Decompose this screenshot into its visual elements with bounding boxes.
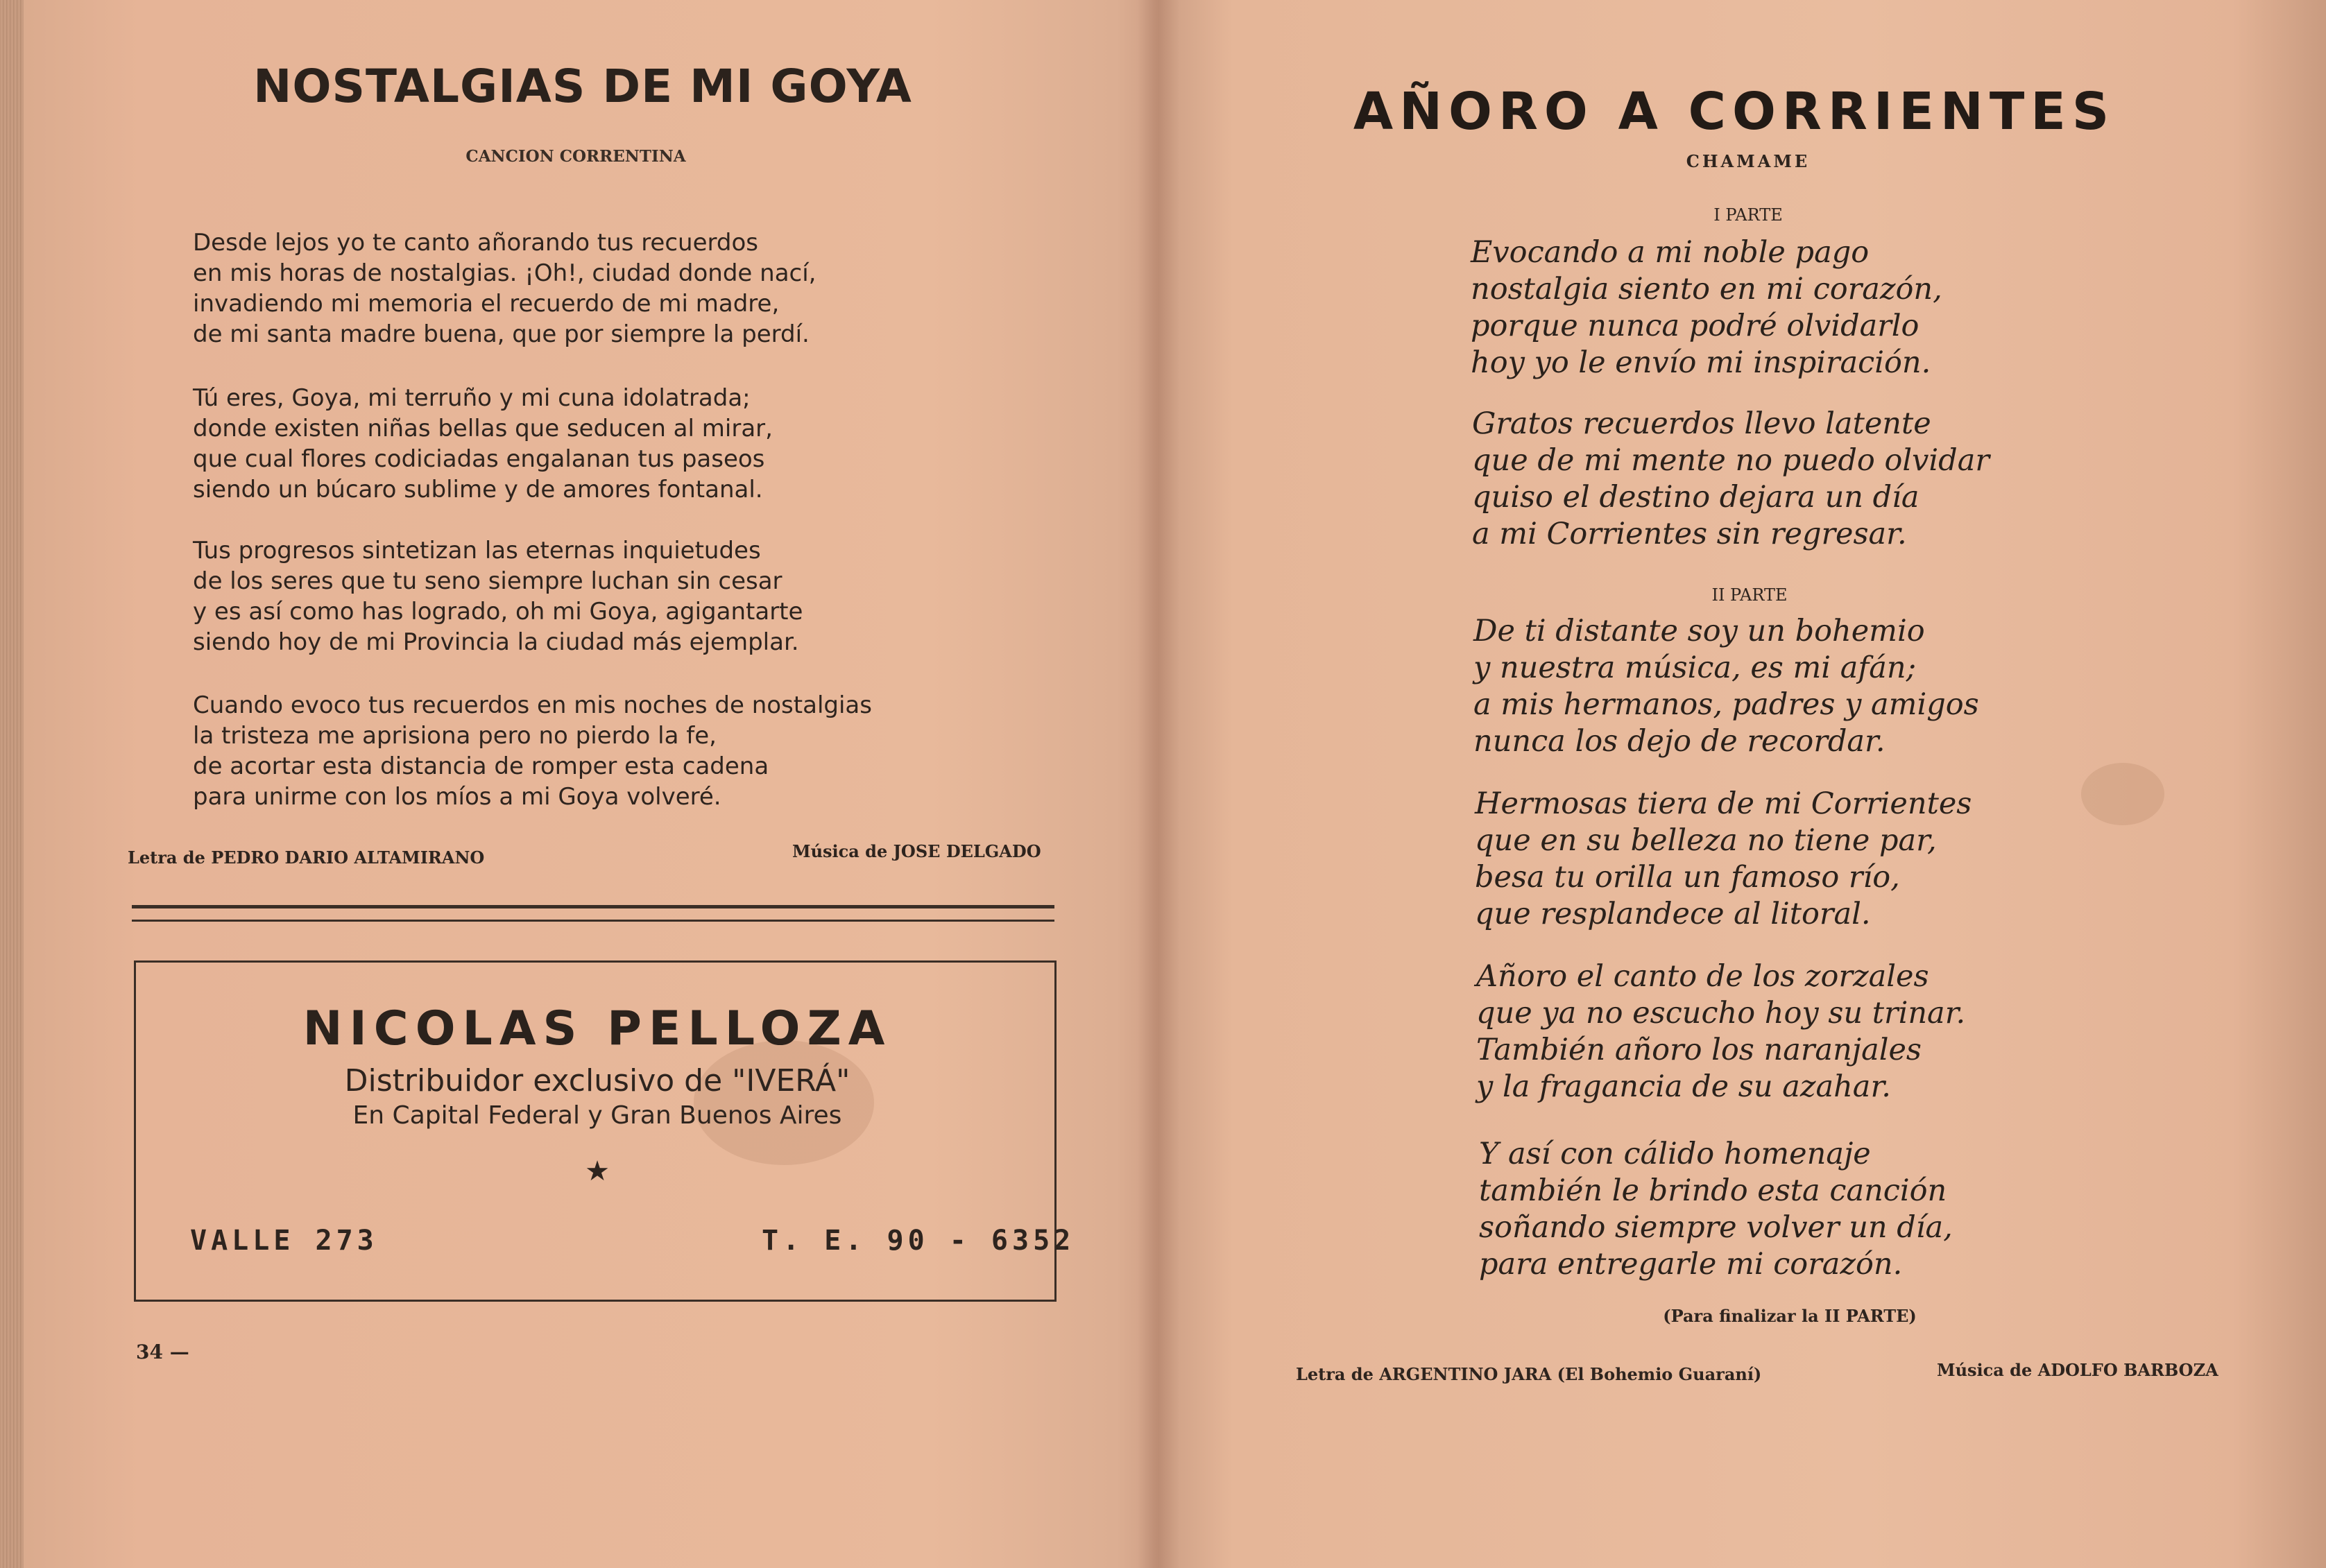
verse-line: soñando siempre volver un día,: [1479, 1210, 1953, 1245]
right-song-subtitle: CHAMAME: [1686, 151, 1811, 171]
verse-line: para unirme con los míos a mi Goya volveré.: [193, 783, 721, 811]
verse-line: que en su belleza no tiene par,: [1475, 823, 1937, 858]
verse-line: porque nunca podré olvidarlo: [1471, 309, 1919, 343]
right-song-title: AÑORO A CORRIENTES: [1353, 82, 2116, 141]
verse-line: De ti distante soy un bohemio: [1473, 614, 1925, 648]
ad-business-name: NICOLAS PELLOZA: [302, 1001, 892, 1056]
verse-line: Añoro el canto de los zorzales: [1476, 959, 1929, 994]
divider-rule: [132, 920, 1054, 922]
right-stanza-2: [1472, 406, 2096, 553]
left-music-credit: Música de JOSE DELGADO: [792, 841, 1041, 861]
advertisement-box: [134, 960, 1075, 1302]
right-lyrics-credit: Letra de ARGENTINO JARA (El Bohemio Guaraní): [1296, 1364, 1762, 1384]
verse-line: quiso el destino dejara un día: [1472, 480, 1919, 515]
verse-line: y la fragancia de su azahar.: [1476, 1069, 1891, 1104]
verse-line: a mis hermanos, padres y amigos: [1473, 687, 1979, 722]
verse-line: nostalgia siento en mi corazón,: [1471, 272, 1942, 307]
right-music-credit: Música de ADOLFO BARBOZA: [1937, 1360, 2218, 1380]
left-song-title: NOSTALGIAS DE MI GOYA: [253, 60, 912, 113]
verse-line: para entregarle mi corazón.: [1479, 1247, 1903, 1282]
verse-line: de los seres que tu seno siempre luchan sin cesar: [193, 567, 783, 595]
ad-address: VALLE 273: [190, 1225, 378, 1257]
verse-line: y es así como has logrado, oh mi Goya, agigantarte: [193, 598, 803, 626]
verse-line: Evocando a mi noble pago: [1471, 235, 1870, 270]
verse-line: invadiendo mi memoria el recuerdo de mi madre,: [193, 290, 780, 318]
verse-line: donde existen niñas bellas que seducen al mirar,: [193, 415, 773, 442]
verse-line: Desde lejos yo te canto añorando tus recuerdos: [193, 229, 758, 257]
left-song-subtitle: CANCION CORRENTINA: [465, 147, 686, 166]
verse-line: y nuestra música, es mi afán;: [1473, 651, 1917, 685]
part-label: I PARTE: [1713, 205, 1783, 225]
verse-line: de mi santa madre buena, que por siempre la perdí.: [193, 320, 810, 348]
verse-line: que ya no escucho hoy su trinar.: [1476, 996, 1966, 1031]
verse-line: en mis horas de nostalgias. ¡Oh!, ciudad donde nací,: [193, 259, 816, 287]
divider-rule: [132, 905, 1054, 908]
right-stanza-6: [1479, 1136, 2103, 1283]
page-number: 34 —: [136, 1341, 189, 1363]
verse-line: Cuando evoco tus recuerdos en mis noches de nostalgias: [193, 691, 872, 719]
verse-line: besa tu orilla un famoso río,: [1475, 860, 1900, 895]
verse-line: siendo hoy de mi Provincia la ciudad más ejemplar.: [193, 628, 799, 656]
left-stanza-3: [193, 535, 1025, 657]
verse-line: siendo un búcaro sublime y de amores fontanal.: [193, 476, 763, 503]
left-stanza-4: [193, 690, 1025, 812]
verse-line: también le brindo esta canción: [1479, 1173, 1947, 1208]
verse-line: Y así con cálido homenaje: [1479, 1137, 1871, 1171]
right-stanza-3: [1473, 613, 2098, 760]
verse-line: que de mi mente no puedo olvidar: [1472, 443, 1990, 478]
left-stanza-2: [193, 383, 1025, 505]
star-icon: ★: [585, 1155, 610, 1187]
verse-line: que cual flores codiciadas engalanan tus paseos: [193, 445, 765, 473]
ad-coverage: En Capital Federal y Gran Buenos Aires: [352, 1101, 842, 1130]
verse-line: a mi Corrientes sin regresar.: [1472, 517, 1907, 551]
verse-line: de acortar esta distancia de romper esta cadena: [193, 752, 769, 780]
verse-line: Tú eres, Goya, mi terruño y mi cuna idolatrada;: [193, 384, 751, 412]
verse-line: Hermosas tiera de mi Corrientes: [1475, 786, 1972, 821]
ad-tagline: Distribuidor exclusivo de "IVERÁ": [344, 1063, 850, 1099]
verse-line: hoy yo le envío mi inspiración.: [1471, 345, 1931, 380]
left-lyrics-credit: Letra de PEDRO DARIO ALTAMIRANO: [128, 847, 485, 868]
verse-line: Gratos recuerdos llevo latente: [1472, 406, 1931, 441]
verse-line: la tristeza me aprisiona pero no pierdo la fe,: [193, 722, 717, 750]
right-stanza-5: [1476, 958, 2101, 1105]
finale-note: (Para finalizar la II PARTE): [1663, 1306, 1917, 1326]
ad-phone: T. E. 90 - 6352: [762, 1225, 1075, 1257]
verse-line: También añoro los naranjales: [1476, 1033, 1922, 1067]
verse-line: nunca los dejo de recordar.: [1473, 724, 1885, 759]
verse-line: que resplandece al litoral.: [1475, 897, 1871, 931]
part-label: II PARTE: [1711, 585, 1788, 605]
verse-line: Tus progresos sintetizan las eternas inquietudes: [193, 537, 761, 565]
right-stanza-4: [1475, 786, 2099, 933]
right-stanza-1: [1471, 234, 2095, 381]
left-stanza-1: [193, 227, 1025, 350]
